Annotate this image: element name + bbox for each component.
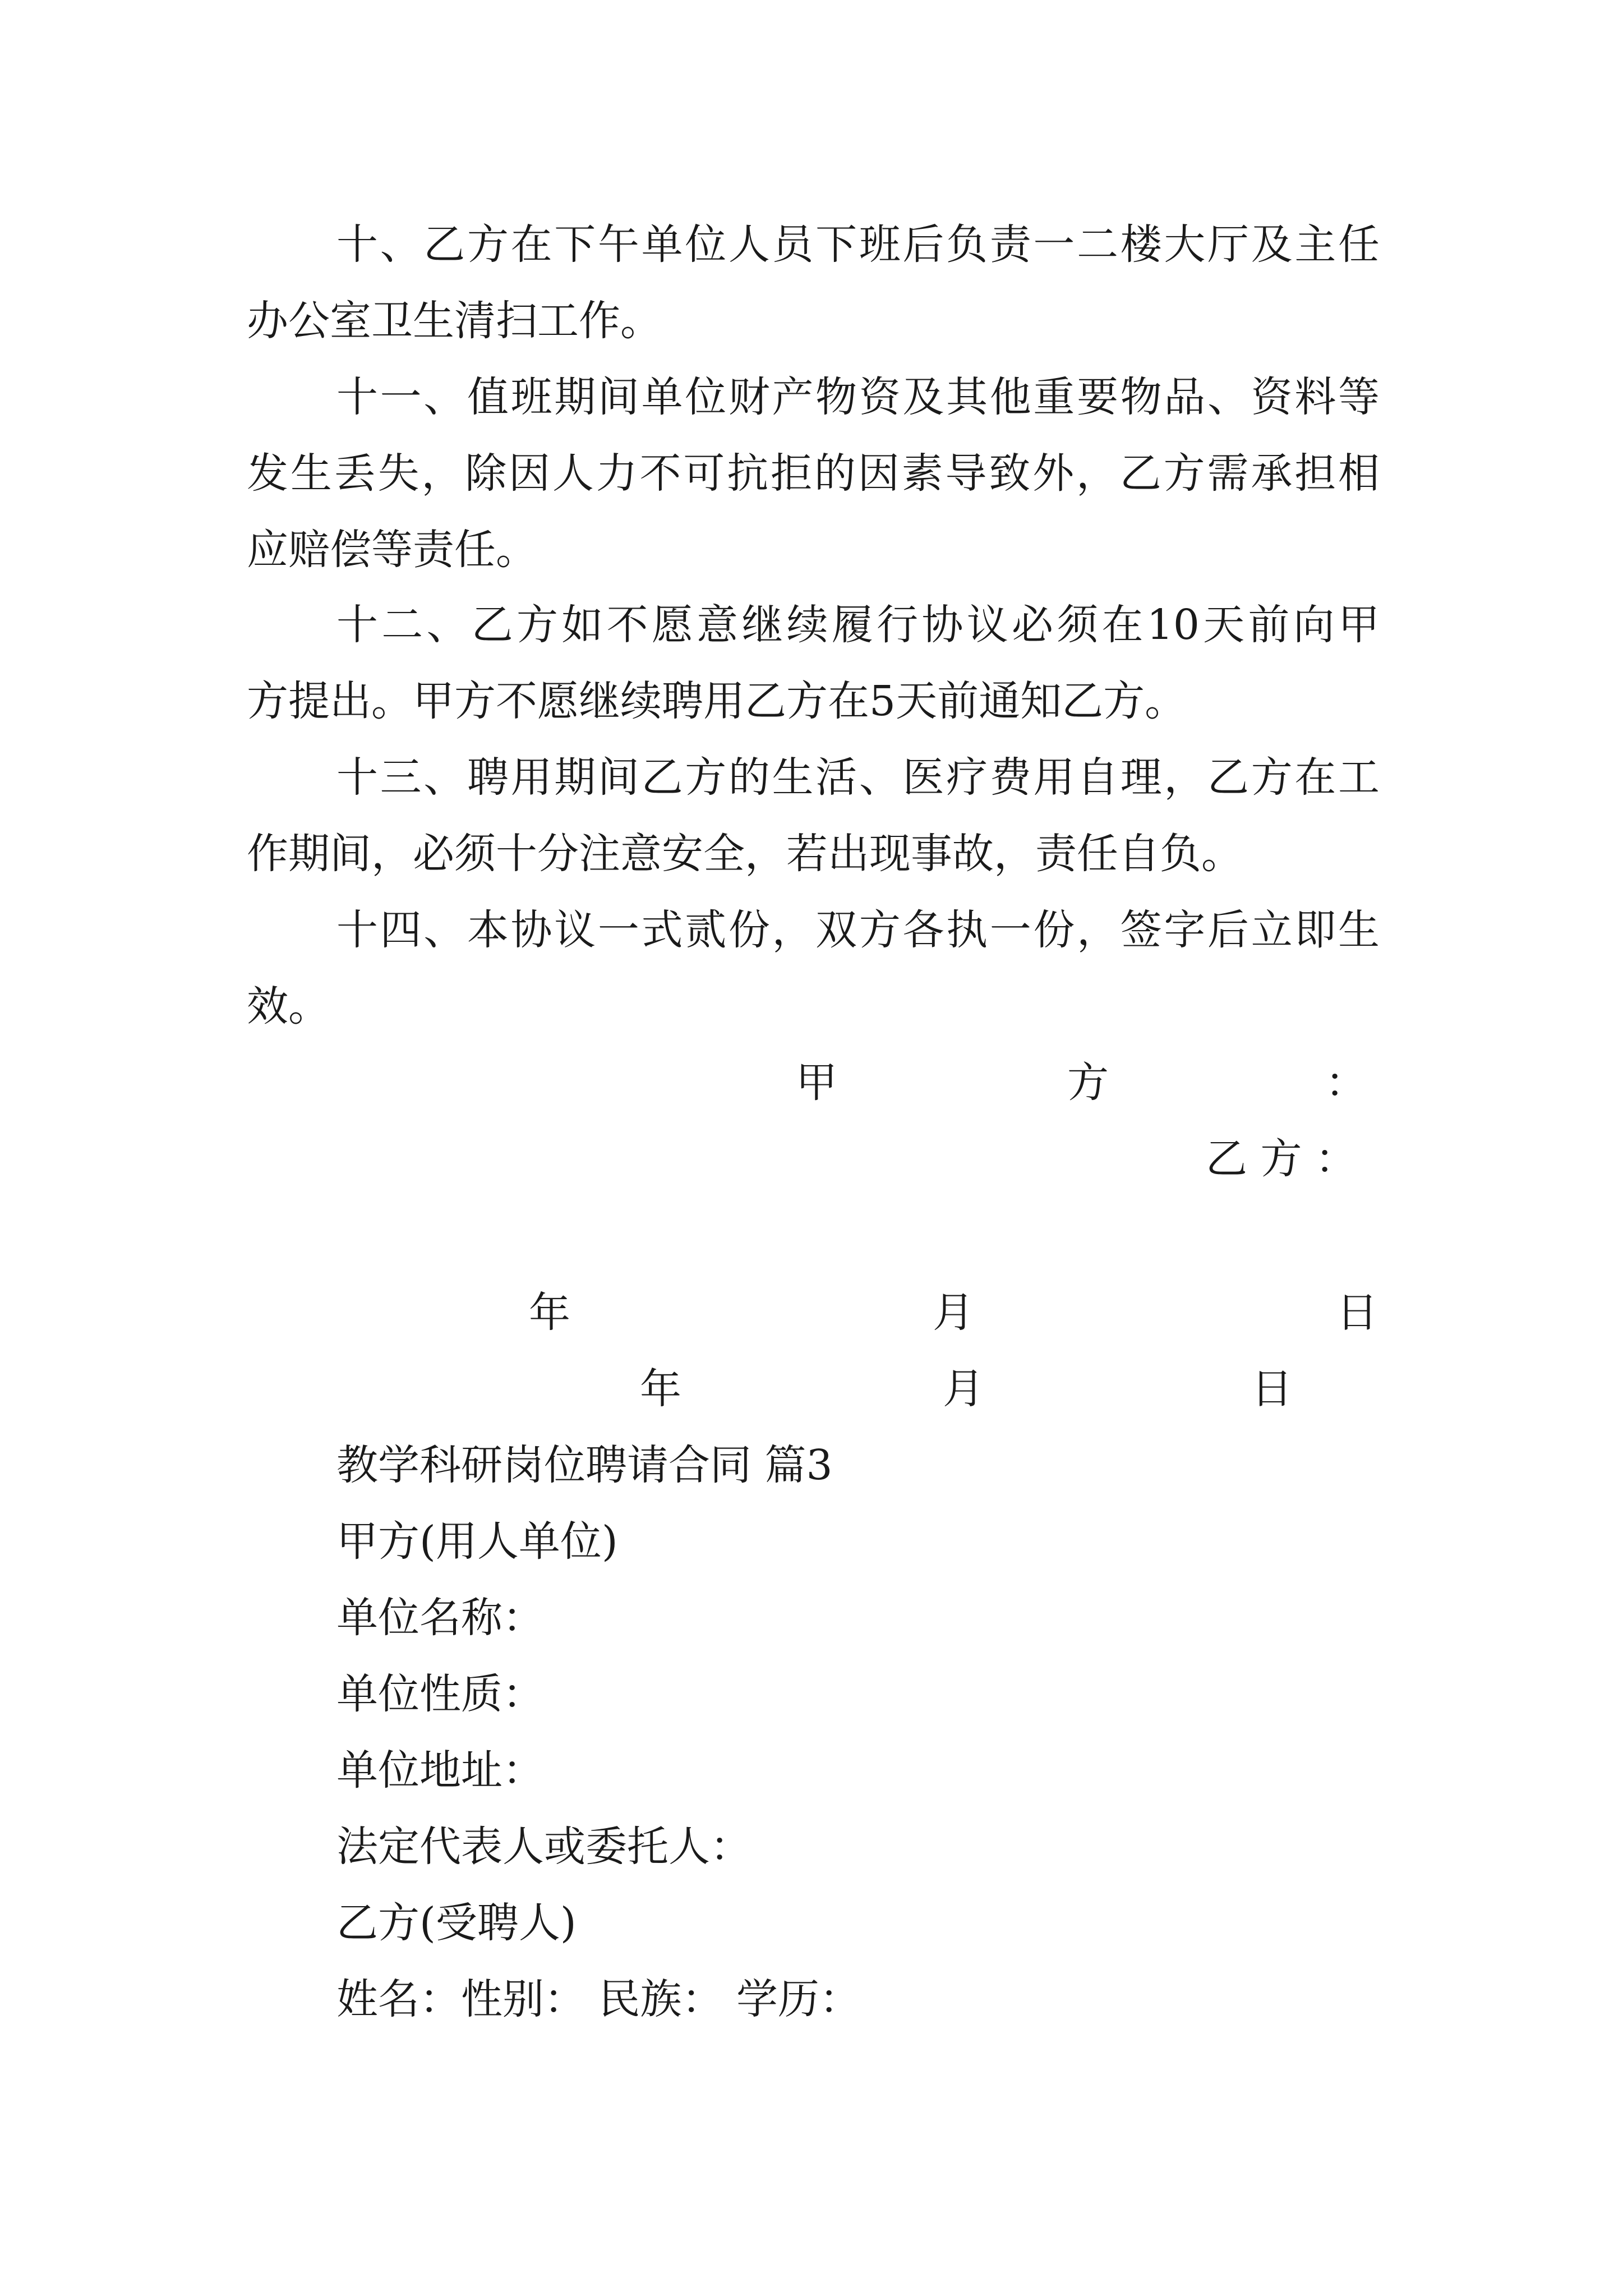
legal-representative-field: 法定代表人或委托人：: [336, 1823, 751, 1871]
party-a-char-2: 方: [1067, 1059, 1109, 1107]
date1-day: 日: [1336, 1289, 1378, 1337]
date2-year: 年: [640, 1365, 681, 1413]
party-a-heading: 甲方(用人单位): [336, 1517, 618, 1566]
clause-11-line-1: 十一、值班期间单位财产物资及其他重要物品、资料等: [336, 373, 1380, 421]
section-title: 教学科研岗位聘请合同 篇3: [336, 1441, 833, 1489]
date2-month: 月: [943, 1365, 984, 1413]
date1-month: 月: [933, 1289, 974, 1337]
date2-day: 日: [1251, 1365, 1293, 1413]
clause-14-line-1: 十四、本协议一式贰份，双方各执一份，签字后立即生: [336, 906, 1380, 954]
clause-12-line-1: 十二、乙方如不愿意继续履行协议必须在10天前向甲: [336, 601, 1380, 649]
clause-11-line-3: 应赔偿等责任。: [247, 526, 537, 574]
party-a-colon: ：: [1325, 1059, 1367, 1107]
date1-year: 年: [529, 1289, 570, 1337]
unit-address-field: 单位地址：: [336, 1746, 544, 1795]
party-b-heading: 乙方(受聘人): [336, 1899, 577, 1947]
clause-13-line-2: 作期间，必须十分注意安全，若出现事故，责任自负。: [247, 830, 1243, 878]
clause-11-line-2: 发生丢失，除因人力不可抗拒的因素导致外，乙方需承担相: [247, 449, 1380, 498]
unit-name-field: 单位名称：: [336, 1594, 544, 1642]
clause-10-line-1: 十、乙方在下午单位人员下班后负责一二楼大厅及主任: [336, 220, 1380, 269]
clause-10-line-2: 办公室卫生清扫工作。: [247, 297, 662, 345]
clause-14-line-2: 效。: [247, 982, 330, 1030]
clause-13-line-1: 十三、聘用期间乙方的生活、医疗费用自理，乙方在工: [336, 753, 1380, 802]
personal-info-fields: 姓名：性别： 民族： 学历：: [336, 1975, 861, 2023]
party-b-label: 乙 方 ：: [1206, 1135, 1357, 1183]
party-a-char-1: 甲: [796, 1059, 837, 1107]
unit-nature-field: 单位性质：: [336, 1670, 544, 1718]
clause-12-line-2: 方提出。甲方不愿继续聘用乙方在5天前通知乙方。: [247, 677, 1187, 725]
